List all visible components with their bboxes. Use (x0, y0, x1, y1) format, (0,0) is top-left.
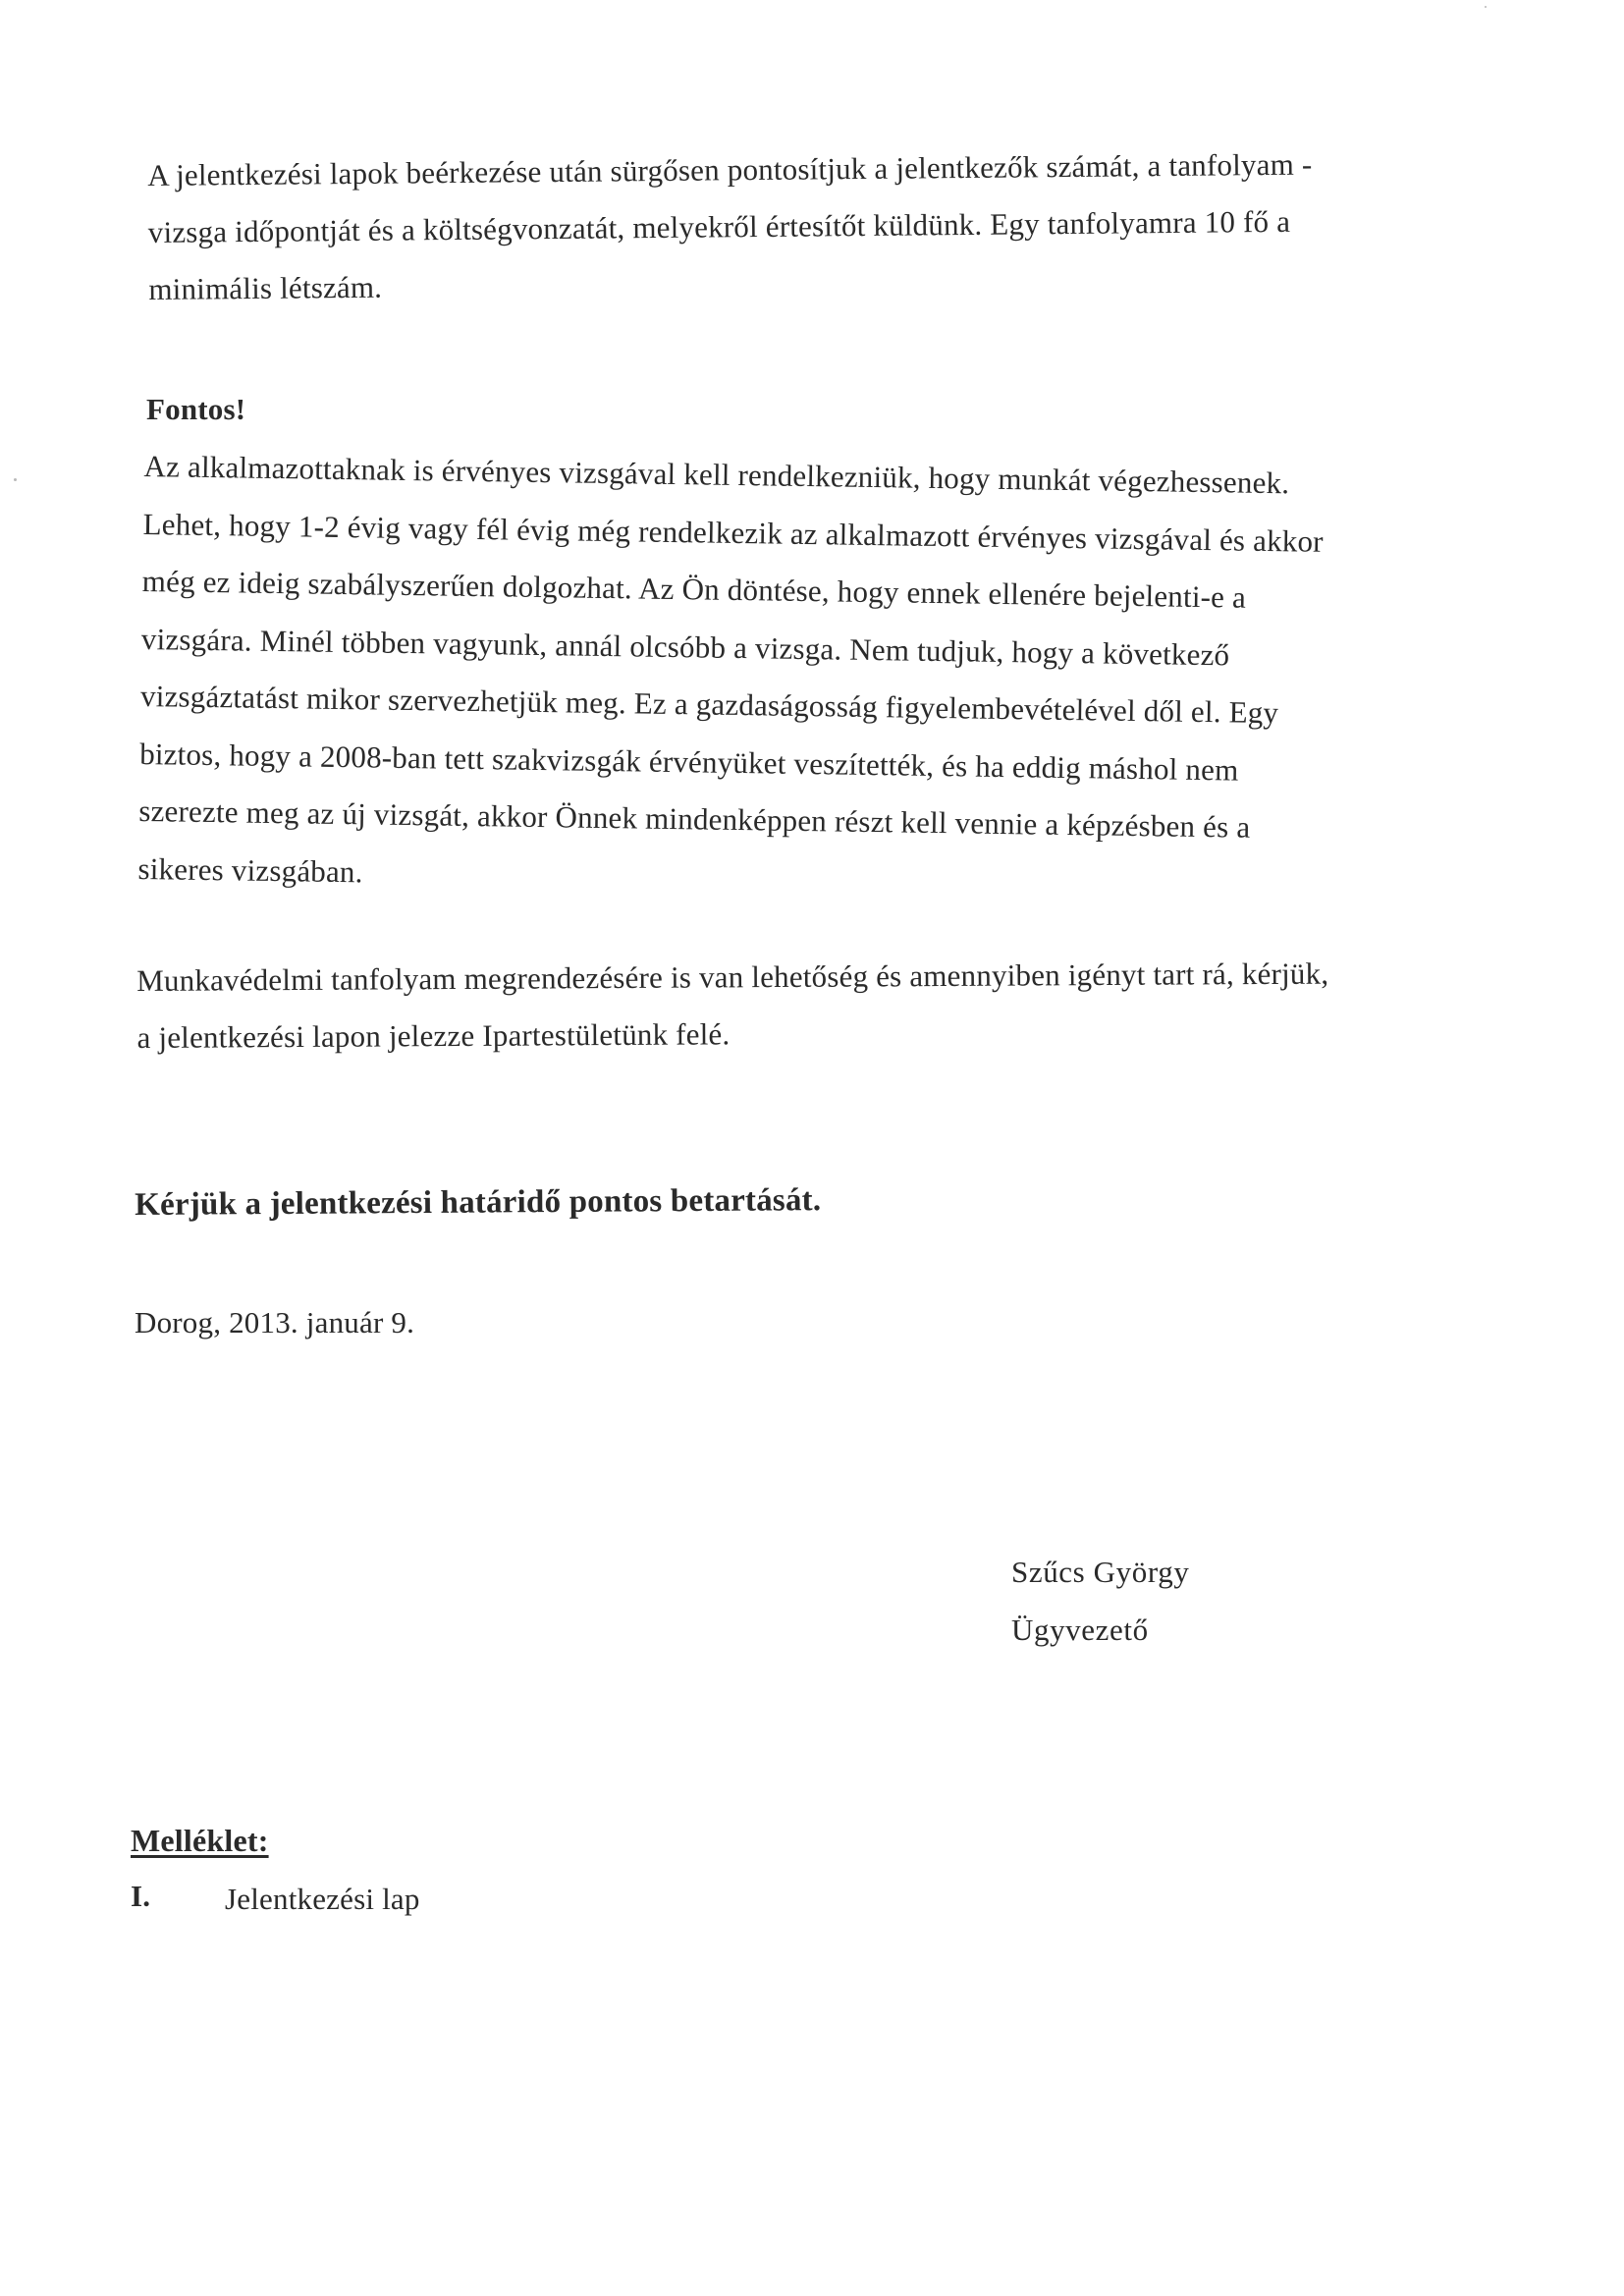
text-line: Munkavédelmi tanfolyam megrendezésére is van lehetőség és amennyiben igényt tart rá, kérjük, (136, 956, 1329, 998)
signature-name: Szűcs György (1011, 1555, 1190, 1589)
date-line: Dorog, 2013. január 9. (135, 1305, 415, 1339)
important-heading: Fontos! (146, 392, 246, 426)
paragraph-important-notice (137, 438, 1325, 915)
text-line: minimális létszám. (148, 269, 383, 306)
text-line: szerezte meg az új vizsgát, akkor Önnek mindenképpen részt kell vennie a képzésben és a (138, 793, 1251, 845)
text-line: sikeres vizsgában. (137, 850, 363, 889)
paragraph-safety-course (136, 946, 1329, 1066)
paragraph-registration-info (147, 137, 1314, 318)
scan-speck (1485, 6, 1487, 8)
text-line: Az alkalmazottaknak is érvényes vizsgával kell rendelkezniük, hogy munkát végezhessenek. (143, 448, 1290, 501)
text-line: még ez ideig szabályszerűen dolgozhat. Az Ön döntése, hogy ennek ellenére bejelenti-e a (141, 563, 1247, 615)
attachment-label: Jelentkezési lap (225, 1882, 420, 1916)
closing-request: Kérjük a jelentkezési határidő pontos betartását. (135, 1182, 822, 1223)
text-line: vizsgára. Minél többen vagyunk, annál olcsóbb a vizsga. Nem tudjuk, hogy a következő (140, 621, 1230, 672)
attachments-heading: Melléklet: (131, 1823, 269, 1858)
signature-title: Ügyvezető (1011, 1613, 1149, 1647)
text-line: biztos, hogy a 2008-ban tett szakvizsgák érvényüket veszítették, és ha eddig máshol nem (138, 736, 1239, 788)
text-line: vizsga időpontját és a költségvonzatát, melyekről értesítőt küldünk. Egy tanfolyamra 10 fő a (147, 203, 1291, 249)
text-line: a jelentkezési lapon jelezze Ipartestületünk felé. (136, 1016, 731, 1055)
attachment-number: I. (131, 1879, 151, 1913)
scan-speck (14, 478, 17, 481)
text-line: A jelentkezési lapok beérkezése után sürgősen pontosítjuk a jelentkezők számát, a tanfolyam - (147, 146, 1313, 192)
text-line: Lehet, hogy 1-2 évig vagy fél évig még rendelkezik az alkalmazott érvényes vizsgával és akkor (142, 506, 1324, 559)
text-line: vizsgáztatást mikor szervezhetjük meg. Ez a gazdaságosság figyelembevételével dől el. Egy (139, 678, 1279, 731)
